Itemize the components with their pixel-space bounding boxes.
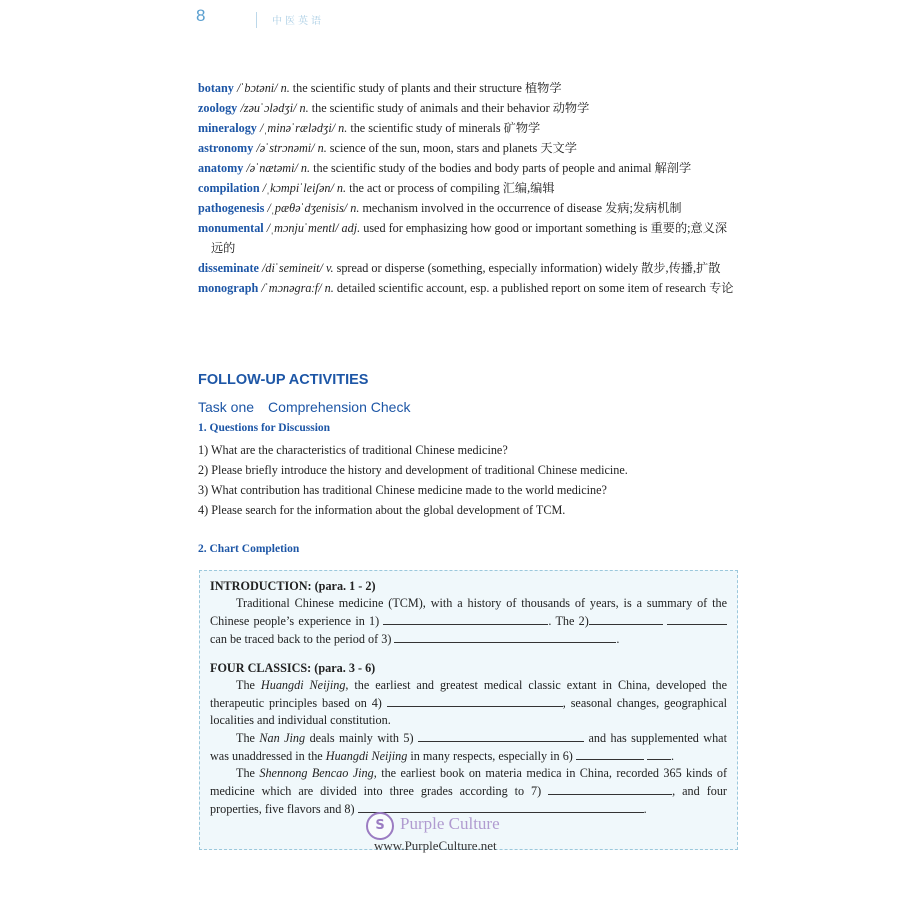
- classic-text: , the earliest book on materia medica in China, recorded 365 kinds of medicine which are divided into three grades according to 7): [210, 766, 728, 798]
- vocab-pronunciation: /zəuˈɔlədʒi/: [240, 101, 297, 115]
- vocab-part-of-speech: n.: [280, 81, 290, 95]
- watermark: [366, 812, 556, 868]
- vocab-term: zoology: [198, 101, 238, 115]
- vocab-pronunciation: /ˈbɔtəni/: [236, 81, 278, 95]
- blank-6-continued[interactable]: [647, 747, 671, 760]
- classic-text: The: [236, 678, 255, 692]
- shennong-title: Shennong Bencao Jing: [259, 766, 374, 780]
- questions-heading: 1. Questions for Discussion: [198, 422, 331, 434]
- vocab-term: mineralogy: [198, 121, 257, 135]
- vocab-entry-pathogenesis: [198, 198, 738, 218]
- classic-text: in many respects, especially in 6): [410, 749, 573, 763]
- blank-2-continued[interactable]: [667, 612, 727, 625]
- huangdi-title: Huangdi Neijing: [260, 678, 346, 692]
- page-number: 8: [196, 6, 206, 25]
- chart-completion-box: [199, 570, 738, 850]
- intro-label: INTRODUCTION: (para. 1 - 2): [210, 579, 376, 593]
- vocab-definition: spread or disperse (something, especially information) widely 散步,传播,扩散: [336, 261, 721, 275]
- question-item: 1) What are the characteristics of traditional Chinese medicine?: [198, 443, 508, 457]
- intro-text: . The 2): [548, 614, 589, 628]
- vocab-term: disseminate: [198, 261, 259, 275]
- header-divider: [256, 12, 257, 28]
- purple-culture-logo-icon: S: [366, 812, 394, 840]
- vocab-entry-botany: [198, 78, 738, 98]
- classics-label: FOUR CLASSICS: (para. 3 - 6): [210, 661, 376, 675]
- vocab-entry-disseminate: [198, 258, 738, 278]
- task-heading: [198, 399, 410, 415]
- vocab-definition: the act or process of compiling 汇编,编辑: [349, 181, 555, 195]
- vocab-entry-zoology: [198, 98, 738, 118]
- vocab-pronunciation: /əˈstrɔnəmi/: [256, 141, 315, 155]
- vocab-term: botany: [198, 81, 234, 95]
- vocab-part-of-speech: n.: [324, 281, 334, 295]
- blank-5[interactable]: [418, 729, 584, 742]
- intro-paragraph: Traditional Chinese medicine (TCM), with a history of thousands of years, is a summary of the Chinese people’s experience in 1) . The 2) can be traced back to the period of 3) .: [210, 596, 727, 646]
- running-title: 中医英语: [272, 16, 324, 27]
- discussion-questions: [198, 440, 738, 520]
- classic-text: The: [236, 766, 255, 780]
- classic-text: , and four properties, five flavors and 8): [210, 784, 727, 816]
- vocab-definition: the scientific study of minerals 矿物学: [350, 121, 541, 135]
- nanjing-title: Nan Jing: [259, 731, 306, 745]
- vocabulary-list: [198, 78, 738, 298]
- vocab-definition: used for emphasizing how good or important something is 重要的;意义深远的: [211, 221, 728, 255]
- intro-text: can be traced back to the period of 3): [210, 632, 392, 646]
- huangdi-title-ref: Huangdi Neijing: [325, 749, 408, 763]
- vocab-pronunciation: /ˌminəˈrælədʒi/: [259, 121, 336, 135]
- question-item: 2) Please briefly introduce the history and development of traditional Chinese medicine.: [198, 463, 628, 477]
- intro-text: Traditional Chinese medicine (TCM), with a history of thousands of years, is a summary of the Chinese people’s experience in 1): [210, 596, 727, 628]
- blank-7[interactable]: [548, 782, 672, 795]
- huangdi-paragraph: [210, 677, 727, 729]
- watermark-name: Purple Culture: [400, 814, 500, 833]
- vocab-definition: the scientific study of the bodies and body parts of people and animal 解剖学: [313, 161, 692, 175]
- task-label: Task one: [198, 399, 255, 415]
- blank-1[interactable]: [383, 612, 548, 625]
- vocab-entry-compilation: [198, 178, 738, 198]
- classic-text: deals mainly with 5): [309, 731, 414, 745]
- classic-text: , the earliest and greatest medical classic extant in China, developed the therapeutic principles based on 4): [210, 678, 727, 710]
- nanjing-paragraph: The Nan Jing deals mainly with 5) and has supplemented what was unaddressed in the Huangdi Neijing in many respects, especially in 6) .: [210, 731, 727, 763]
- vocab-entry-monograph: [198, 278, 738, 298]
- vocab-entry-mineralogy: [198, 118, 738, 138]
- vocab-part-of-speech: n.: [317, 141, 327, 155]
- vocab-part-of-speech: v.: [325, 261, 334, 275]
- vocab-pronunciation: /ˌmɔnjuˈmentl/: [266, 221, 339, 235]
- vocab-pronunciation: /ˈmɔnəgrɑːf/: [261, 281, 322, 295]
- vocab-term: monograph: [198, 281, 259, 295]
- follow-up-heading: FOLLOW-UP ACTIVITIES: [198, 372, 369, 388]
- blank-6[interactable]: [576, 747, 644, 760]
- question-item: 3) What contribution has traditional Chinese medicine made to the world medicine?: [198, 483, 607, 497]
- vocab-definition: mechanism involved in the occurrence of disease 发病;发病机制: [362, 201, 682, 215]
- vocab-entry-astronomy: [198, 138, 738, 158]
- chart-completion-heading: 2. Chart Completion: [198, 543, 300, 555]
- vocab-part-of-speech: n.: [338, 121, 348, 135]
- classic-text: The: [236, 731, 255, 745]
- vocab-term: compilation: [198, 181, 260, 195]
- vocab-pronunciation: /əˈnætəmi/: [246, 161, 298, 175]
- classic-text: , seasonal changes, geographical localities and individual constitution.: [210, 696, 727, 727]
- blank-2[interactable]: [589, 612, 663, 625]
- vocab-pronunciation: /ˌpæθəˈdʒenisis/: [267, 201, 348, 215]
- vocab-definition: science of the sun, moon, stars and planets 天文学: [329, 141, 577, 155]
- vocab-pronunciation: /diˈsemineit/: [261, 261, 323, 275]
- vocab-term: astronomy: [198, 141, 254, 155]
- task-title: Comprehension Check: [268, 399, 411, 415]
- vocab-definition: the scientific study of animals and their behavior 动物学: [311, 101, 590, 115]
- classic-text: and has supplemented what was unaddressed in the: [210, 731, 727, 763]
- vocab-entry-monumental: [198, 218, 738, 258]
- vocab-part-of-speech: n.: [299, 101, 309, 115]
- vocab-term: monumental: [198, 221, 264, 235]
- shennong-paragraph: The Shennong Bencao Jing, the earliest book on materia medica in China, recorded 365 kinds of medicine which are divided into three grades according to 7) , and four properties, five flavors and 8) .: [210, 766, 728, 816]
- vocab-part-of-speech: n.: [336, 181, 347, 195]
- vocab-definition: detailed scientific account, esp. a published report on some item of research 专论: [336, 281, 734, 295]
- vocab-part-of-speech: adj.: [341, 221, 361, 235]
- vocab-term: pathogenesis: [198, 201, 265, 215]
- vocab-definition: the scientific study of plants and their structure 植物学: [292, 81, 562, 95]
- vocab-part-of-speech: n.: [350, 201, 360, 215]
- vocab-part-of-speech: n.: [300, 161, 311, 175]
- blank-3[interactable]: [394, 630, 616, 643]
- vocab-entry-anatomy: [198, 158, 738, 178]
- vocab-pronunciation: /ˌkɔmpiˈleiʃən/: [262, 181, 334, 195]
- blank-4[interactable]: [387, 694, 563, 707]
- vocab-term: anatomy: [198, 161, 244, 175]
- question-item: 4) Please search for the information about the global development of TCM.: [198, 503, 566, 517]
- watermark-url: www.PurpleCulture.net: [374, 838, 497, 853]
